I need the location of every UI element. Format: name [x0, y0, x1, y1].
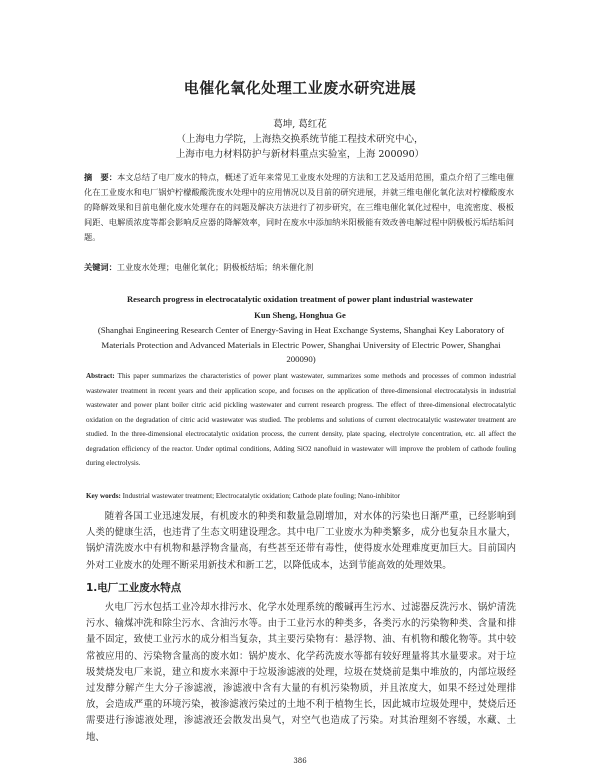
body-paragraph-intro: 随着各国工业迅速发展，有机废水的种类和数量急剧增加，对水体的污染也日渐严重，已经影响到人类的健康生活，也违背了生态文明建设理念。其中电厂工业废水为种类繁多，成分也复杂且水量大，锅炉清洗废水中有机物和悬浮物含量高，有些甚至还带有毒性，使得废水处理难度更加巨大。目前国内外对工业废水的处理不断采用新技术和新工艺，以降低成本，达到节能高效的处理效果。 [86, 511, 516, 571]
section-heading: 1.电厂工业废水特点 [86, 582, 182, 594]
cn-authors: 葛坤, 葛红花 [273, 119, 327, 130]
en-abstract [86, 369, 516, 471]
cn-affiliation-line1: （上海电力学院，上海热交换系统节能工程技术研究中心， [176, 134, 424, 145]
cn-keywords-label: 关键词： [84, 262, 117, 272]
body-paragraph-section1: 火电厂污水包括工业冷却水排污水、化学水处理系统的酸碱再生污水、过滤器反洗污水、锅炉清洗污水、输煤冲洗和除尘污水、含油污水等。由于工业污水的种类多，各类污水的污染物种类、含量和排量不固定，致使工业污水的成分相当复杂，其主要污染物有：悬浮物、油、有机物和酸化物等。其中较常被应用的、污染物含量高的废水如：锅炉废水、化学药洗废水等都有较好理量将其水量要求。对于垃圾焚烧发电厂来说，建立和废水来源中于垃圾渗滤液的处理，垃圾在焚烧前是集中堆放的，内部垃圾经过发酵分解产生大分子渗滤液，渗滤液中含有大量的有机污染物质，并且浓度大，如果不经过处理排放，会造成严重的环境污染，被渗滤液污染过的土地不利于植物生长，因此城市垃圾处理中，焚烧后还需要进行渗滤液处理，渗滤液还会散发出臭气，对空气也造成了污染。对其治理刻不容缓，水藏、土地、 [86, 602, 516, 743]
en-title: Research progress in electrocatalytic oxidation treatment of power plant industrial wastewater [126, 294, 474, 304]
cn-affiliation-line2: 上海市电力材料防护与新材料重点实验室，上海 200090） [175, 149, 425, 160]
en-keywords [86, 492, 516, 500]
en-affiliation: (Shanghai Engineering Research Center of Energy-Saving in Heat Exchange Systems, Shanghai Key Laboratory of Materials Protection and Advanced Materials in Electric Power, Shanghai University of Electric Power, Shanghai 200090) [97, 325, 505, 364]
cn-abstract [84, 170, 514, 245]
cn-keywords [84, 262, 514, 273]
en-abstract-label: Abstract: [86, 372, 115, 380]
page-number: 386 [293, 757, 307, 765]
en-keywords-label: Key words: [86, 492, 121, 500]
en-authors: Kun Sheng, Honghua Ge [254, 310, 346, 320]
cn-keywords-text: 工业废水处理；电催化氧化；阴极板结垢；纳米催化剂 [116, 262, 314, 272]
cn-abstract-text: 本文总结了电厂废水的特点，概述了近年来常见工业废水处理的方法和工艺及适用范围，重点介绍了三维电催化在工业废水和电厂锅炉柠檬酸酸洗废水处理中的应用情况以及目前的研究进展，并就三维电催化氧化法对柠檬酸废水的降解效果和目前电催化废水处理存在的问题及解决方法进行了初步研究，在三维电催化氧化过程中，电流密度、极板间距、电解质浓度等都会影响反应器的降解效率，同时在废水中添加纳米阳极能有效改善电解过程中阴极板污垢结垢问题。 [84, 172, 514, 243]
en-keywords-text: Industrial wastewater treatment; Electrocatalytic oxidation; Cathode plate fouling; Nano-inhibitor [122, 492, 401, 500]
cn-abstract-label: 摘 要： [84, 172, 118, 182]
cn-title: 电催化氧化处理工业废水研究进展 [183, 79, 417, 97]
en-abstract-text: This paper summarizes the characteristics of power plant wastewater, summarizes some methods and processes of common industrial wastewater treatment in recent years and their application scope, and focuses on the application of three-dimensional electrocatalysis in industrial wastewater and power plant boiler citric acid pickling wastewater and current research progress. The effect of three-dimensional electrocatalytic oxidation on the degradation of citric acid wastewater was studied. The problems and solutions of current electrocatalytic wastewater treatment are studied. In the three-dimensional electrocatalytic oxidation process, the current density, plate spacing, electrolyte concentration, etc. all affect the degradation efficiency of the reactor. Under optimal conditions, Adding SiO2 nanofluid in wastewater will improve the problem of cathode fouling during electrolysis. [86, 372, 517, 467]
